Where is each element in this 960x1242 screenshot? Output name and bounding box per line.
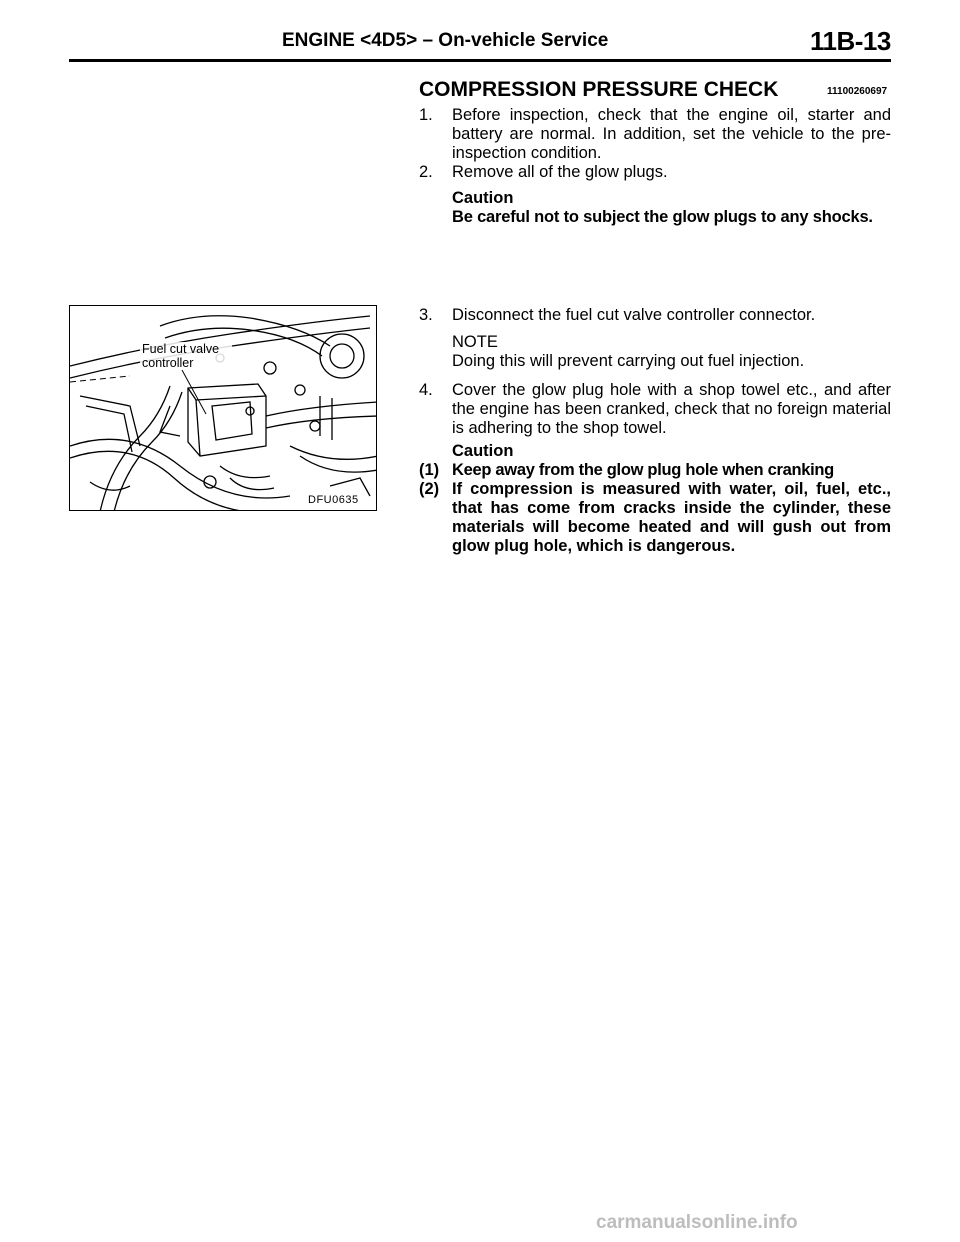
step-text: Before inspection, check that the engine oil, starter and battery are normal. In addition, set the vehicle to the pre-inspection condition. [452,106,891,162]
caution-label: Caution [452,442,514,460]
step-4 [419,381,891,438]
step-text: Cover the glow plug hole with a shop towel etc., and after the engine has been cranked, check that no foreign material is adhering to the shop towel. [452,381,891,437]
step-number: 2. [419,163,433,181]
figure-callout: Fuel cut valve controller [140,342,232,370]
note-label: NOTE [452,333,498,351]
section-code: 11100260697 [827,86,888,97]
watermark: carmanualsonline.info [596,1212,798,1233]
caution-text: Be careful not to subject the glow plugs to any shocks. [452,208,873,226]
step-text: Disconnect the fuel cut valve controller connector. [452,306,816,324]
caution-item-number: (2) [419,480,440,498]
section-title: COMPRESSION PRESSURE CHECK [419,78,779,101]
step-number: 3. [419,306,433,324]
caution-item-number: (1) [419,461,440,479]
page-header [0,0,960,60]
header-rule [69,59,891,62]
step-3 [419,306,891,325]
caution-item-text: Keep away from the glow plug hole when cranking [452,461,834,479]
step-number: 4. [419,381,433,399]
step-1 [419,106,891,163]
note-text: Doing this will prevent carrying out fuel injection. [452,352,805,370]
caution-item-text: If compression is measured with water, oil, fuel, etc., that has come from cracks inside the cylinder, these materials will become heated and will gush out from glow plug hole, which is dangerous. [452,480,891,555]
step-2 [419,163,891,182]
caution-item-1 [419,461,891,480]
engine-illustration [70,306,377,511]
step-text: Remove all of the glow plugs. [452,163,668,181]
header-title: ENGINE <4D5> – On-vehicle Service [282,30,609,51]
figure-code: DFU0635 [308,494,359,506]
page-code: 11B-13 [810,26,891,56]
step-number: 1. [419,106,433,124]
caution-label: Caution [452,189,514,207]
caution-item-2 [419,480,891,556]
engine-figure [69,305,377,511]
